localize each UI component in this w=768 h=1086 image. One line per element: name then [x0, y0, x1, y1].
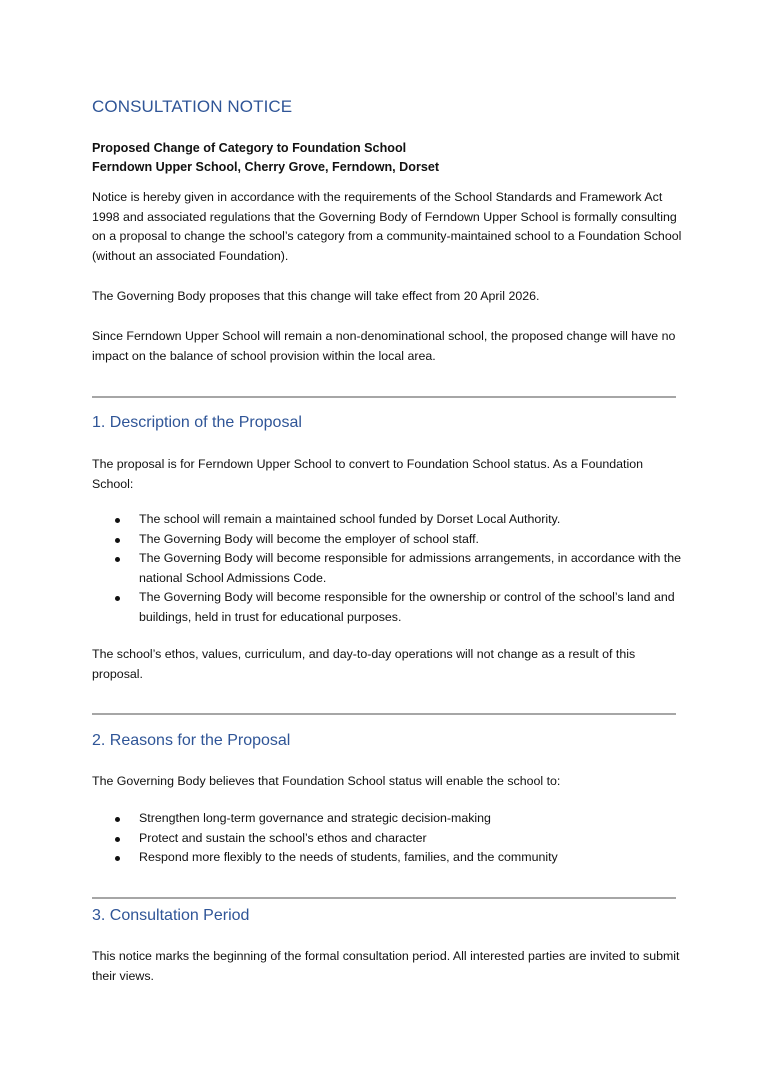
bullet-icon	[115, 837, 120, 842]
list-item: Protect and sustain the school’s ethos and character	[92, 829, 682, 849]
bullet-icon	[115, 596, 120, 601]
bullet-icon	[115, 538, 120, 543]
section-description-outro: The school’s ethos, values, curriculum, and day-to-day operations will not change as a result of this proposal.	[92, 647, 636, 681]
description-bullet-list	[92, 510, 682, 627]
section-consultation-intro: This notice marks the beginning of the formal consultation period. All interested parties are invited to submit their views.	[92, 949, 680, 983]
intro-paragraph-effective-date: The Governing Body proposes that this change will take effect from 20 April 2026.	[92, 289, 540, 303]
section-heading-consultation-period: 3. Consultation Period	[92, 907, 250, 924]
bullet-icon	[115, 557, 120, 562]
section-reasons-intro: The Governing Body believes that Foundation School status will enable the school to:	[92, 774, 561, 788]
bullet-icon	[115, 856, 120, 861]
section-divider	[92, 897, 676, 899]
section-divider	[92, 396, 676, 398]
list-item: The Governing Body will become responsible for admissions arrangements, in accordance with the national School Admissions Code.	[92, 549, 682, 588]
subtitle-line-proposal: Proposed Change of Category to Foundation School	[92, 141, 407, 155]
section-divider	[92, 713, 676, 715]
bullet-icon	[115, 817, 120, 822]
list-item: The Governing Body will become the employer of school staff.	[92, 530, 682, 550]
list-item: Respond more flexibly to the needs of students, families, and the community	[92, 848, 682, 868]
list-item: The Governing Body will become responsible for the ownership or control of the school’s land and buildings, held in trust for educational purposes.	[92, 588, 682, 627]
intro-paragraph-notice: Notice is hereby given in accordance with the requirements of the School Standards and Framework Act 1998 and associated regulations that the Governing Body of Ferndown Upper School is formally consulting on a proposal to change the school’s category from a community-maintained school to a Foundation School (without an associated Foundation).	[92, 190, 682, 263]
section-heading-description: 1. Description of the Proposal	[92, 414, 302, 431]
section-heading-reasons: 2. Reasons for the Proposal	[92, 732, 291, 749]
subtitle-line-school-address: Ferndown Upper School, Cherry Grove, Ferndown, Dorset	[92, 160, 440, 174]
section-description-intro: The proposal is for Ferndown Upper School to convert to Foundation School status. As a Foundation School:	[92, 457, 644, 491]
notice-subtitle	[92, 139, 439, 177]
list-item: The school will remain a maintained school funded by Dorset Local Authority.	[92, 510, 682, 530]
bullet-icon	[115, 518, 120, 523]
reasons-bullet-list	[92, 809, 682, 868]
list-item: Strengthen long-term governance and strategic decision-making	[92, 809, 682, 829]
page-title: CONSULTATION NOTICE	[92, 97, 293, 116]
intro-paragraph-provision: Since Ferndown Upper School will remain a non-denominational school, the proposed change will have no impact on the balance of school provision within the local area.	[92, 329, 676, 363]
